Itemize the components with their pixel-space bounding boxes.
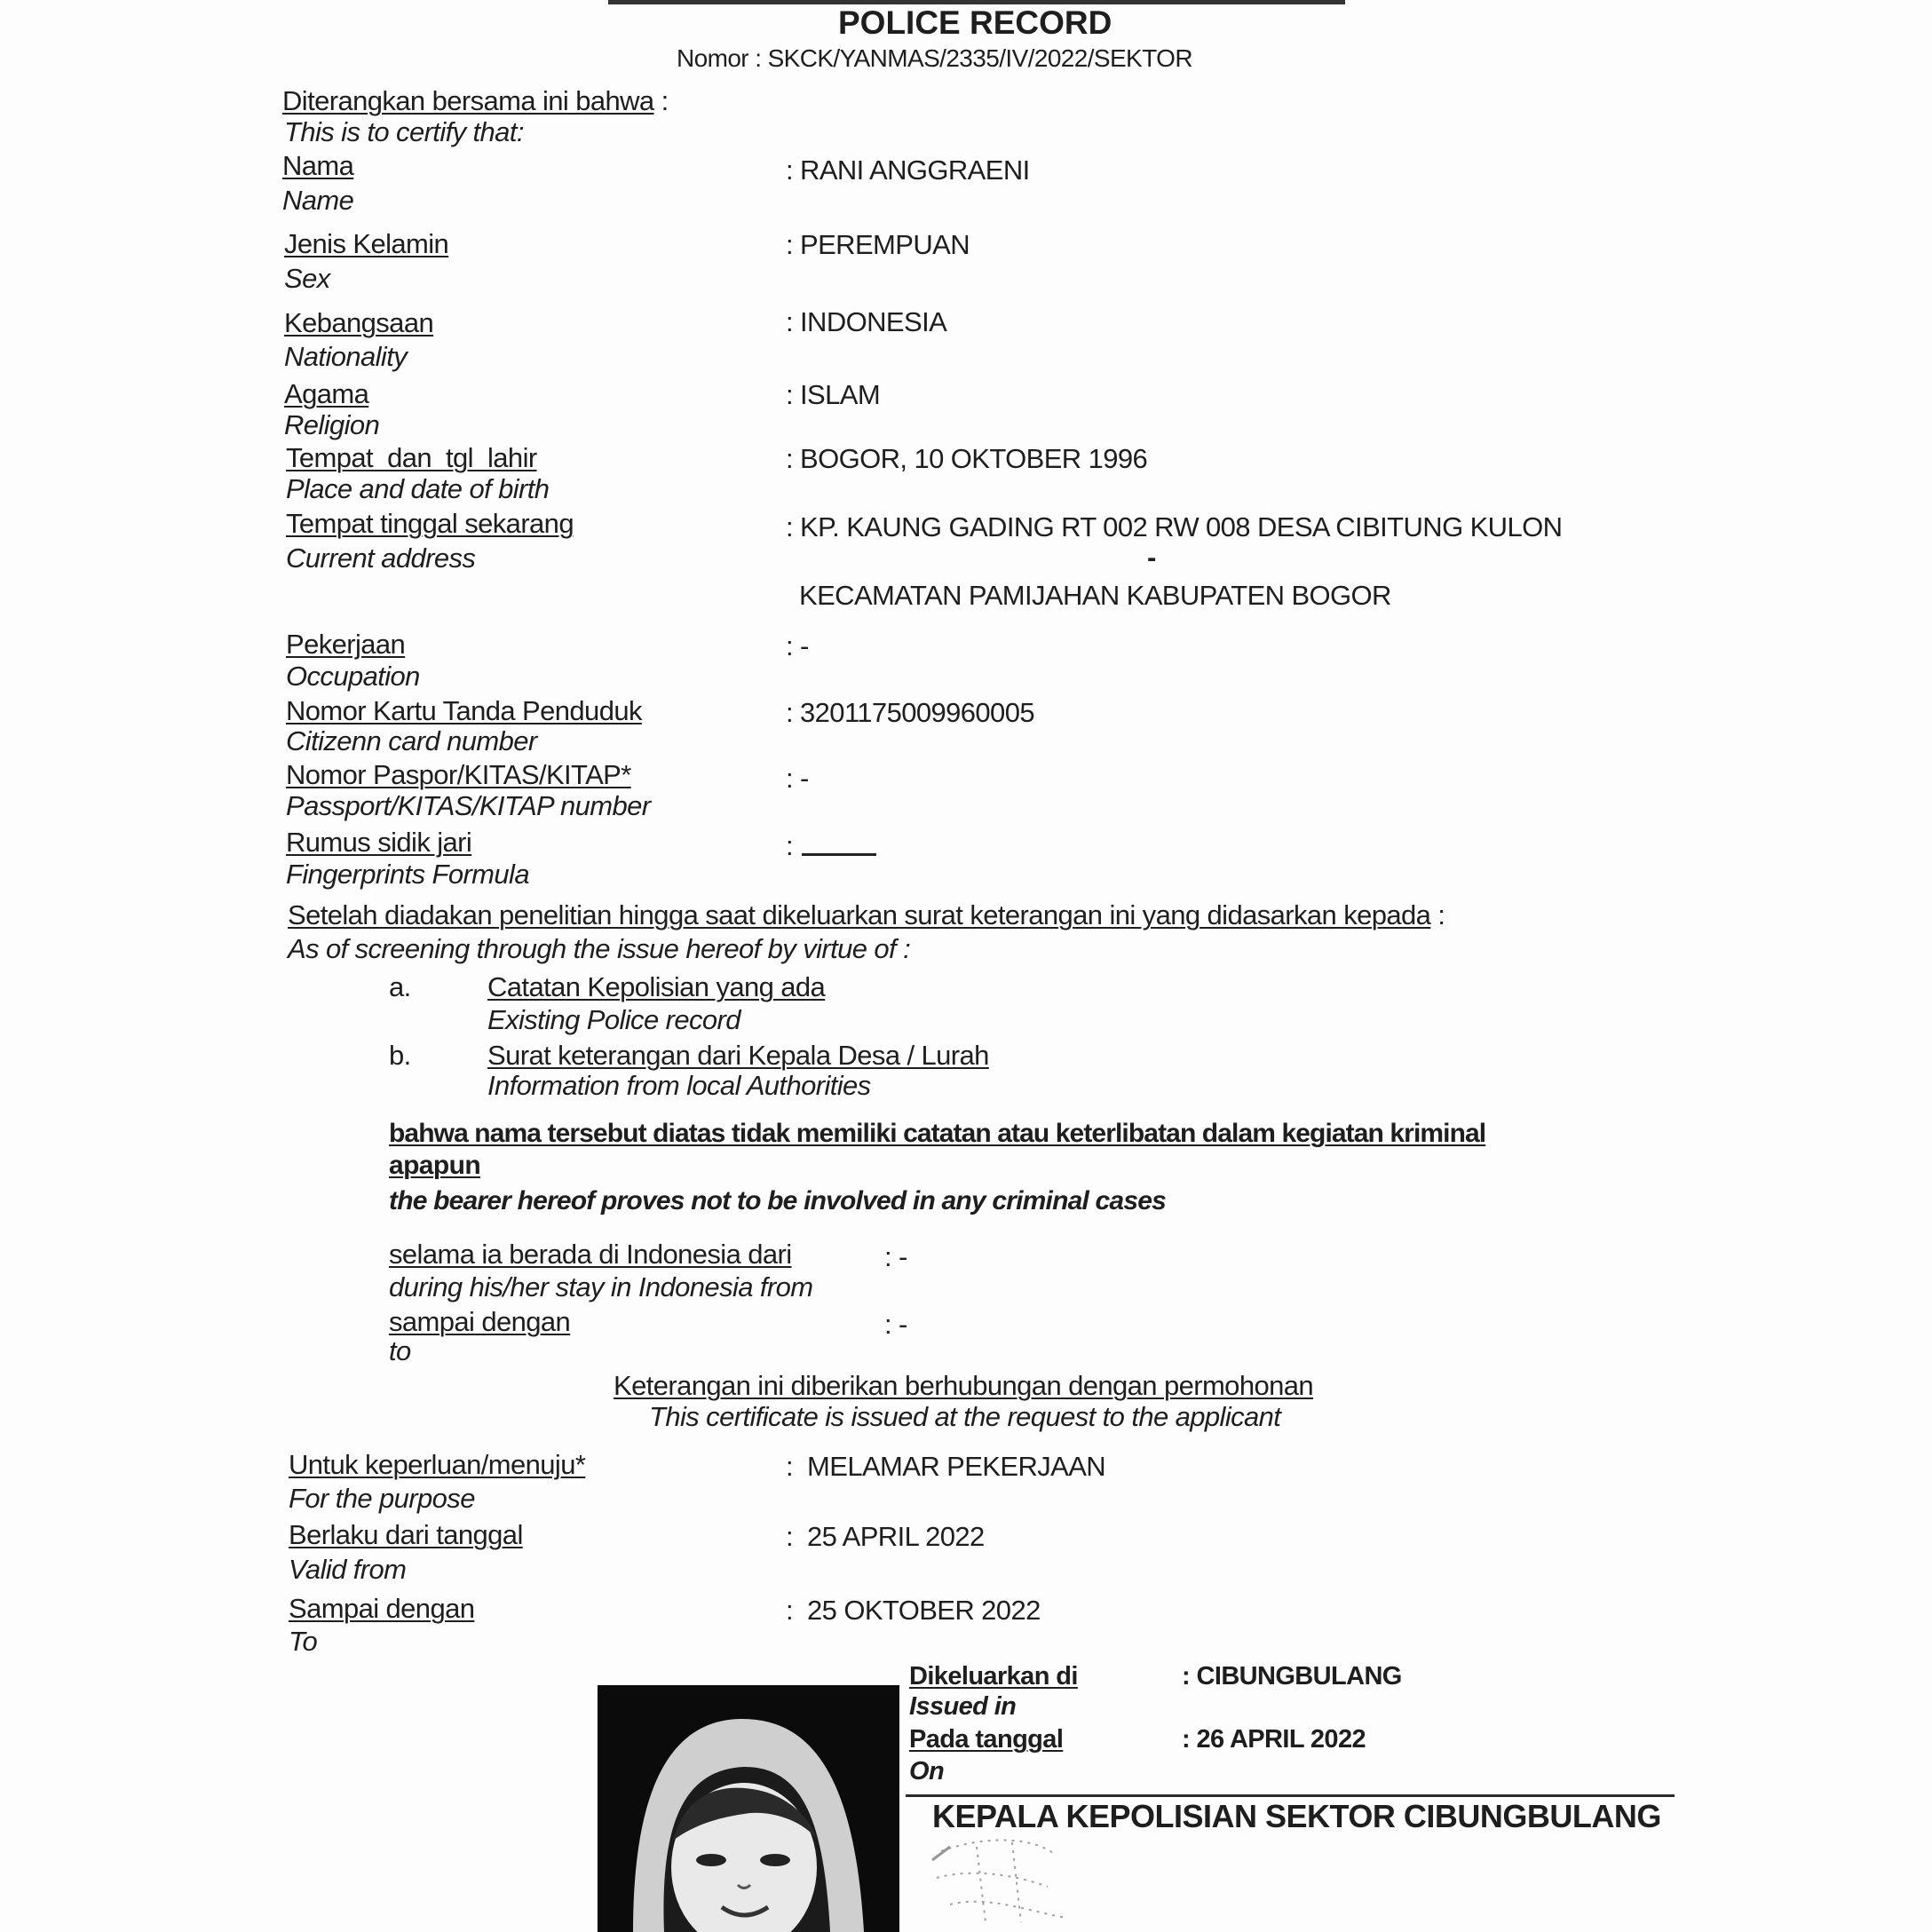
- field-birth-label: Tempat dan tgl lahir: [286, 442, 537, 473]
- field-religion-value: : ISLAM: [786, 379, 881, 410]
- field-fingerprint-value: :: [786, 830, 794, 861]
- issued-in-value: : CIBUNGBULANG: [1182, 1662, 1402, 1690]
- field-name-value: : RANI ANGGRAENI: [786, 154, 1030, 186]
- stay-from-label: selama ia berada di Indonesia dari: [389, 1239, 792, 1270]
- field-nationality-value: : INDONESIA: [786, 306, 947, 337]
- valid-to-value: : 25 OKTOBER 2022: [786, 1595, 1041, 1626]
- screening-en: As of screening through the issue hereof by virtue of :: [288, 933, 911, 964]
- field-address-label: Tempat tinggal sekarang: [286, 508, 574, 539]
- request-en: This certificate is issued at the request to the applicant: [649, 1401, 1281, 1432]
- screening-colon: :: [1437, 899, 1445, 930]
- screening-item-a-id: Catatan Kepolisian yang ada: [487, 971, 826, 1002]
- field-name-label-en: Name: [282, 185, 354, 216]
- signatory-title: KEPALA KEPOLISIAN SEKTOR CIBUNGBULANG: [932, 1798, 1661, 1834]
- field-address-value: : KP. KAUNG GADING RT 002 RW 008 DESA CIBITUNG KULON: [786, 511, 1563, 542]
- intro-colon: :: [661, 85, 669, 116]
- valid-to-label-en: To: [289, 1626, 318, 1657]
- field-fingerprint-label-en: Fingerprints Formula: [286, 859, 529, 890]
- issued-in-label: Dikeluarkan di: [909, 1662, 1078, 1690]
- field-sex-value: : PEREMPUAN: [786, 229, 970, 260]
- field-nationality-label: Kebangsaan: [284, 307, 434, 338]
- field-nationality-label-en: Nationality: [284, 341, 408, 372]
- stay-from-value: : -: [884, 1241, 907, 1272]
- intro-id-text: Diterangkan bersama ini bahwa: [282, 85, 654, 116]
- field-religion-label-en: Religion: [284, 409, 380, 440]
- screening-item-a-marker: a.: [389, 971, 411, 1002]
- official-stamp-signature: [923, 1833, 1190, 1932]
- field-birth-value: : BOGOR, 10 OKTOBER 1996: [786, 443, 1148, 474]
- stay-to-label: sampai dengan: [389, 1306, 571, 1337]
- fingerprint-blank-line: [802, 853, 876, 856]
- screening-item-b-en: Information from local Authorities: [487, 1070, 871, 1101]
- valid-from-label: Berlaku dari tanggal: [289, 1519, 523, 1550]
- stay-to-label-en: to: [389, 1335, 411, 1366]
- statement-id-line1: bahwa nama tersebut diatas tidak memiliki catatan atau keterlibatan dalam kegiatan kriminal: [389, 1119, 1486, 1148]
- photo-portrait-icon: [598, 1685, 899, 1932]
- purpose-label-en: For the purpose: [289, 1483, 475, 1514]
- field-ktp-label-en: Citizenn card number: [286, 725, 537, 756]
- statement-id-line2: apapun: [389, 1151, 481, 1180]
- issued-on-label: Pada tanggal: [909, 1725, 1064, 1754]
- valid-from-value: : 25 APRIL 2022: [786, 1521, 985, 1552]
- document-title: POLICE RECORD: [838, 4, 1112, 41]
- valid-from-label-en: Valid from: [289, 1554, 407, 1585]
- issued-on-value: : 26 APRIL 2022: [1182, 1725, 1366, 1754]
- screening-id: [288, 899, 1445, 931]
- screening-item-b-marker: b.: [389, 1040, 411, 1071]
- screening-id-text: Setelah diadakan penelitian hingga saat dikeluarkan surat keterangan ini yang didasarkan kepada: [288, 899, 1431, 930]
- field-address-label-en: Current address: [286, 542, 476, 574]
- field-occupation-label-en: Occupation: [286, 661, 420, 692]
- document-number: [677, 43, 1192, 75]
- document-number-value: SKCK/YANMAS/2335/IV/2022/SEKTOR: [767, 44, 1192, 72]
- field-address-dash: -: [1147, 542, 1156, 573]
- field-birth-label-en: Place and date of birth: [286, 473, 550, 504]
- field-passport-label: Nomor Paspor/KITAS/KITAP*: [286, 759, 631, 790]
- issued-in-label-en: Issued in: [909, 1692, 1017, 1721]
- purpose-value: : MELAMAR PEKERJAAN: [786, 1451, 1106, 1482]
- field-ktp-value: : 3201175009960005: [786, 697, 1034, 728]
- field-occupation-value: : -: [786, 630, 809, 661]
- applicant-photo: [598, 1685, 899, 1932]
- field-sex-label: Jenis Kelamin: [284, 228, 449, 259]
- document-number-label: Nomor :: [677, 44, 762, 72]
- field-religion-label: Agama: [284, 378, 369, 409]
- request-id: Keterangan ini diberikan berhubungan dengan permohonan: [614, 1370, 1314, 1401]
- screening-item-b-id: Surat keterangan dari Kepala Desa / Lurah: [487, 1040, 989, 1071]
- valid-to-label: Sampai dengan: [289, 1593, 475, 1624]
- statement-en: the bearer hereof proves not to be involved in any criminal cases: [389, 1186, 1166, 1215]
- field-name-label: Nama: [282, 150, 354, 181]
- field-ktp-label: Nomor Kartu Tanda Penduduk: [286, 695, 642, 726]
- field-occupation-label: Pekerjaan: [286, 629, 406, 660]
- issued-on-label-en: On: [909, 1757, 945, 1786]
- screening-item-a-en: Existing Police record: [487, 1004, 740, 1035]
- stay-to-value: : -: [884, 1309, 907, 1340]
- field-fingerprint-label: Rumus sidik jari: [286, 827, 472, 858]
- field-sex-label-en: Sex: [284, 263, 330, 294]
- purpose-label: Untuk keperluan/menuju*: [289, 1449, 586, 1480]
- stay-from-label-en: during his/her stay in Indonesia from: [389, 1271, 813, 1303]
- signature-divider: [906, 1794, 1675, 1797]
- field-address-value-line2: KECAMATAN PAMIJAHAN KABUPATEN BOGOR: [799, 580, 1391, 611]
- field-passport-label-en: Passport/KITAS/KITAP number: [286, 790, 651, 821]
- intro-id: [282, 85, 669, 117]
- intro-en: This is to certify that:: [284, 116, 524, 147]
- field-passport-value: : -: [786, 763, 809, 794]
